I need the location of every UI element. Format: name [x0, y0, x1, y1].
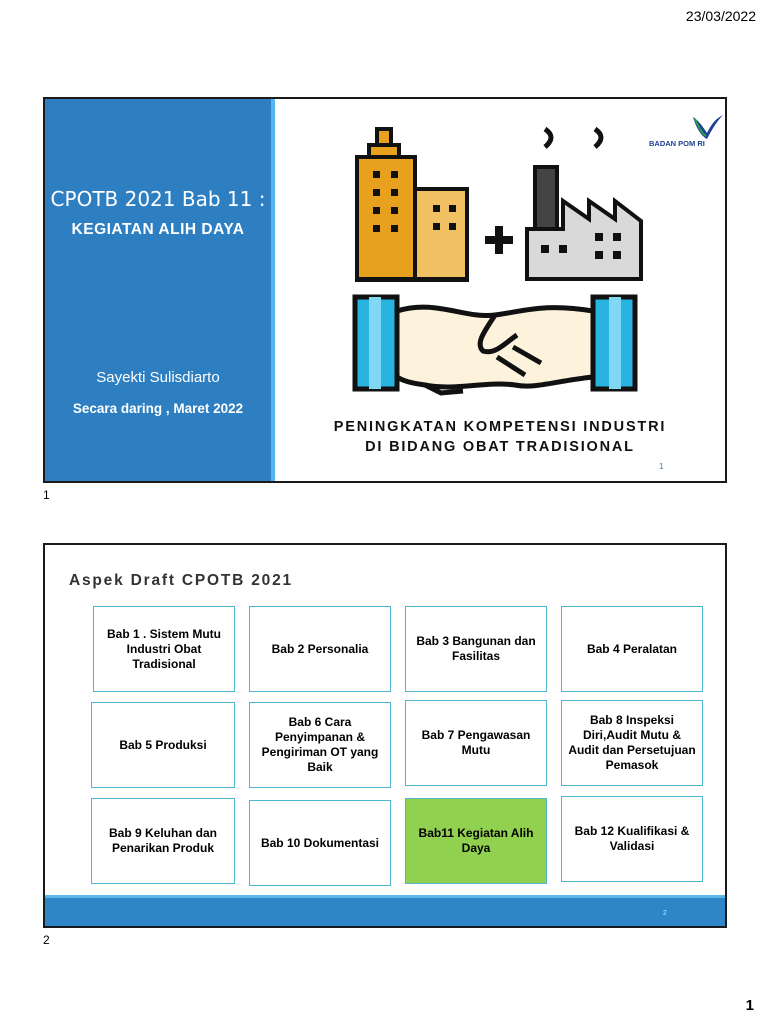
bab-label: Bab 8 Inspeksi Diri,Audit Mutu & Audit dan Persetujuan Pemasok [568, 713, 696, 772]
banner-line-2: DI BIDANG OBAT TRADISIONAL [365, 439, 635, 455]
slide-label: 2 [43, 933, 50, 947]
bab-box [405, 606, 547, 692]
outsourcing-illustration-icon [345, 119, 645, 419]
title-panel [45, 99, 271, 481]
bab-label: Bab 6 Cara Penyimpanan & Pengiriman OT yang Baik [261, 715, 379, 774]
slide-number: 2 [663, 910, 667, 917]
bab-label: Bab 7 Pengawasan Mutu [421, 728, 531, 757]
slide-2 [43, 543, 727, 928]
bab-label: Bab 1 . Sistem Mutu Industri Obat Tradisional [106, 626, 222, 671]
bab-box [561, 606, 703, 692]
footer-bar [45, 898, 725, 926]
bab-box [249, 800, 391, 886]
page-date: 23/03/2022 [685, 8, 756, 24]
bab-box [249, 702, 391, 788]
bab-label: Bab 9 Keluhan dan Penarikan Produk [108, 826, 218, 855]
bab-label: Bab 12 Kualifikasi & Validasi [574, 824, 690, 853]
slide-title: CPOTB 2021 Bab 11 : [50, 187, 266, 211]
slide-subtitle: KEGIATAN ALIH DAYA [71, 221, 245, 238]
slide-label: 1 [43, 488, 50, 502]
bab-label: Bab 2 Personalia [271, 641, 369, 656]
slide-1 [43, 97, 727, 483]
bab-box [93, 606, 235, 692]
bab-box [249, 606, 391, 692]
bab-label: Bab 5 Produksi [119, 737, 207, 752]
bab-box [405, 700, 547, 786]
bab-label: Bab 4 Peralatan [586, 641, 678, 656]
bab-box [91, 702, 235, 788]
bab-label: Bab 3 Bangunan dan Fasilitas [416, 634, 536, 663]
bab-label: Bab11 Kegiatan Alih Daya [418, 826, 534, 855]
bab-box [561, 796, 703, 882]
slide-title: Aspek Draft CPOTB 2021 [69, 572, 293, 589]
bab-box [91, 798, 235, 884]
page-number: 1 [745, 997, 754, 1014]
badan-pom-logo-icon [645, 107, 725, 157]
bab-label: Bab 10 Dokumentasi [260, 835, 380, 850]
banner-line-1: PENINGKATAN KOMPETENSI INDUSTRI [333, 419, 667, 435]
event-info: Secara daring , Maret 2022 [72, 401, 244, 416]
author-name: Sayekti Sulisdiarto [96, 369, 220, 386]
logo-text: BADAN POM RI [649, 139, 705, 148]
bab-box-active [405, 798, 547, 884]
bab-box [561, 700, 703, 786]
slide-number: 1 [659, 462, 664, 471]
